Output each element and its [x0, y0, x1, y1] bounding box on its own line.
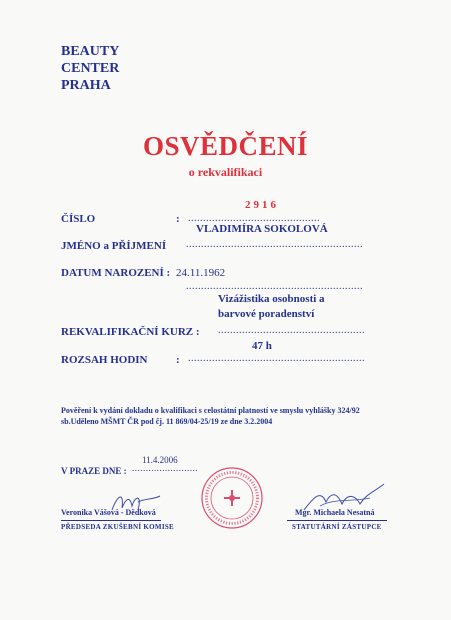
- jmeno-label: JMÉNO a PŘÍJMENÍ: [61, 240, 167, 252]
- left-signer-name: Veronika Vášová - Dědková: [61, 508, 156, 517]
- issue-date: 11.4.2006: [142, 455, 178, 465]
- right-signer-name: Mgr. Michaela Nesatná: [295, 508, 375, 517]
- kurz-value-line-2: barvové poradenství: [218, 308, 315, 320]
- certificate-title: OSVĚDČENÍ: [142, 131, 309, 161]
- authorization-line-2: sb.Uděleno MŠMT ČR pod čj. 11 869/04-25/19 ze dne 3.2.2004: [61, 417, 273, 426]
- left-signature-line: [61, 520, 161, 521]
- datum-value: 24.11.1962: [176, 267, 226, 279]
- issue-date-dots: ........................: [132, 463, 198, 473]
- kurz-dots: .................................................: [218, 325, 365, 336]
- jmeno-value: VLADIMÍRA SOKOLOVÁ: [196, 223, 328, 235]
- official-stamp-icon: [200, 466, 264, 530]
- hodin-dots: ...........................................................: [188, 353, 365, 364]
- brand-line-1: BEAUTY: [61, 44, 120, 59]
- cislo-dots: ............................................: [188, 213, 320, 224]
- jmeno-dots: ...........................................................: [186, 239, 363, 250]
- authorization-line-1: Pověření k vydání dokladu o kvalifikaci s celostátní platností ve smyslu vyhlášky 324/92: [61, 406, 360, 415]
- certificate-number: 2916: [245, 199, 279, 211]
- kurz-label: REKVALIFIKAČNÍ KURZ :: [61, 326, 200, 338]
- right-signature-line: [287, 520, 387, 521]
- hodin-label: ROZSAH HODIN: [61, 354, 148, 366]
- brand-logo-text: [61, 43, 119, 94]
- kurz-value-line-1: Vizážistika osobnosti a: [218, 293, 325, 305]
- hodin-colon: :: [176, 354, 180, 366]
- right-signer-title: STATUTÁRNÍ ZÁSTUPCE: [292, 523, 382, 531]
- datum-dots: ...........................................................: [186, 281, 363, 292]
- issue-date-label: V PRAZE DNE :: [61, 466, 127, 476]
- brand-line-3: PRAHA: [61, 78, 111, 93]
- cislo-label: ČÍSLO: [61, 213, 96, 225]
- brand-line-2: CENTER: [61, 61, 120, 76]
- cislo-colon: :: [176, 213, 180, 225]
- left-signer-title: PŘEDSEDA ZKUŠEBNÍ KOMISE: [61, 523, 175, 531]
- certificate-subtitle: o rekvalifikaci: [188, 165, 263, 179]
- hodin-value: 47 h: [252, 340, 272, 352]
- datum-label: DATUM NAROZENÍ :: [61, 267, 171, 279]
